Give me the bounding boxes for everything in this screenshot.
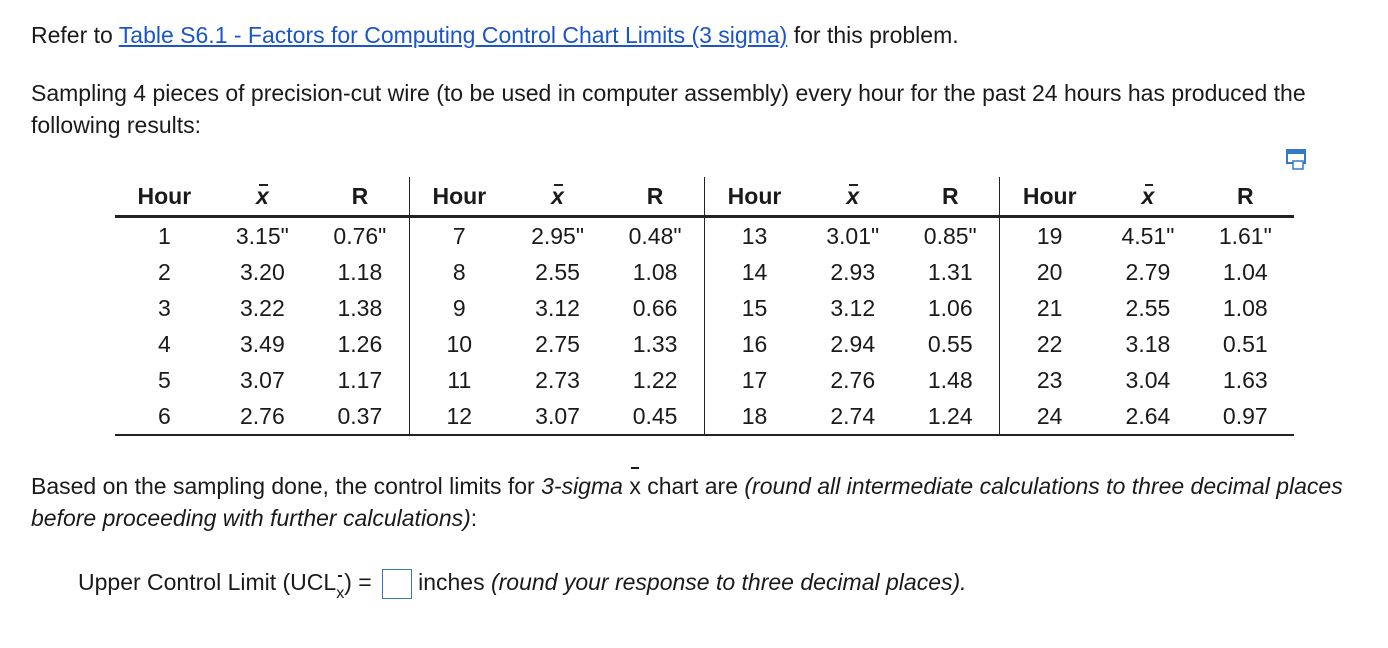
range-cell: 0.45: [606, 398, 704, 435]
range-cell: 0.51: [1222, 330, 1268, 357]
header-r-label: R: [1236, 182, 1254, 209]
header-r: [311, 177, 409, 217]
xbar-cell: 3.18: [1125, 330, 1171, 357]
xbar-cell: 3.20: [239, 258, 285, 285]
hour-cell: 8: [409, 254, 509, 290]
ucl-subscript: x: [336, 578, 344, 610]
ucl-close: ) =: [344, 569, 372, 595]
header-r: [1197, 177, 1294, 217]
xbar-cell: 2.76: [214, 398, 311, 435]
hour-cell: 17: [704, 362, 804, 398]
hour-cell: 4: [157, 330, 171, 357]
header-hour-label: Hour: [727, 182, 782, 209]
header-hour: [115, 177, 214, 217]
hour-cell: 10: [409, 326, 509, 362]
hour-cell: 2: [157, 258, 171, 285]
xbar-cell: 2.73: [535, 366, 580, 393]
xbar-cell: 2.64: [1099, 398, 1196, 435]
range-cell: 0.48": [628, 222, 682, 249]
hour-cell: 11: [409, 362, 509, 398]
hour-cell: 3: [157, 294, 171, 321]
hour-cell: 13: [704, 217, 804, 255]
table-row: [115, 217, 1294, 255]
range-cell: 1.26: [337, 330, 383, 357]
hour-cell: 1: [157, 222, 171, 249]
header-hour-label: Hour: [1022, 182, 1077, 209]
table-row: [115, 290, 1294, 326]
xbar-cell: 2.76: [830, 366, 876, 393]
range-cell: 1.63: [1222, 366, 1268, 393]
xbar-cell: 3.22: [239, 294, 285, 321]
table-row: [115, 398, 1294, 435]
x-bar-symbol: x: [629, 470, 641, 502]
header-r: [606, 177, 704, 217]
range-cell: 1.22: [632, 366, 678, 393]
hour-cell: 22: [1000, 326, 1100, 362]
ucl-line: [78, 566, 967, 602]
header-hour: [1000, 177, 1100, 217]
range-cell: 1.06: [927, 294, 973, 321]
header-r-label: R: [941, 182, 959, 209]
header-xbar-label: x: [255, 182, 269, 209]
range-cell: 1.33: [632, 330, 678, 357]
range-cell: 0.55: [927, 330, 973, 357]
range-cell: 1.08: [632, 258, 678, 285]
header-r: [901, 177, 999, 217]
intro-line: [31, 19, 959, 51]
header-hour-label: Hour: [137, 182, 192, 209]
xbar-cell: 3.07: [239, 366, 285, 393]
range-cell: 1.17: [337, 366, 383, 393]
xbar-cell: 2.79: [1125, 258, 1171, 285]
header-r-label: R: [646, 182, 664, 209]
question-end: :: [470, 505, 478, 531]
table-s6-1-link[interactable]: Table S6.1 - Factors for Computing Control Chart Limits (3 sigma): [118, 22, 788, 48]
xbar-cell: 2.55: [535, 258, 580, 285]
xbar-cell: 3.04: [1125, 366, 1171, 393]
problem-statement: Sampling 4 pieces of precision-cut wire (to be used in computer assembly) every hour for the past 24 hours has produced the following results:: [31, 80, 1306, 138]
question-part1: Based on the sampling done, the control limits for: [31, 473, 542, 499]
hour-cell: 9: [409, 290, 509, 326]
xbar-cell: 2.74: [804, 398, 901, 435]
range-cell: 0.66: [632, 294, 678, 321]
hour-cell: 16: [704, 326, 804, 362]
range-cell: 1.18: [337, 258, 383, 285]
hour-cell: 21: [1000, 290, 1100, 326]
hour-cell: 7: [409, 217, 509, 255]
header-xbar-label: x: [1141, 182, 1155, 209]
header-hour-label: Hour: [432, 182, 487, 209]
ucl-unit: inches: [418, 569, 491, 595]
question-instruction: (round all intermediate calculations to three decimal places before proceeding with further calculations): [31, 473, 1343, 531]
question-text: [31, 470, 1361, 534]
table-row: [115, 326, 1294, 362]
data-table: [115, 177, 1294, 436]
range-cell: 1.24: [901, 398, 999, 435]
intro-suffix: for this problem.: [787, 22, 959, 48]
intro-prefix: Refer to: [31, 22, 119, 48]
xbar-cell: 3.15": [235, 222, 289, 249]
header-xbar: [1099, 177, 1196, 217]
xbar-cell: 2.75: [535, 330, 580, 357]
range-cell: 0.76": [333, 222, 387, 249]
xbar-cell: 3.12: [830, 294, 876, 321]
hour-cell: 6: [115, 398, 214, 435]
xbar-cell: 2.94: [830, 330, 876, 357]
range-cell: 1.48: [927, 366, 973, 393]
hour-cell: 20: [1000, 254, 1100, 290]
header-xbar: [509, 177, 606, 217]
xbar-cell: 3.01": [826, 222, 880, 249]
xbar-cell: 3.07: [509, 398, 606, 435]
header-xbar: [804, 177, 901, 217]
hour-cell: 18: [704, 398, 804, 435]
question-part2: chart are: [640, 473, 745, 499]
xbar-cell: 2.93: [830, 258, 876, 285]
range-cell: 1.61": [1218, 222, 1272, 249]
table-header-row: [115, 177, 1294, 217]
range-cell: 1.08: [1222, 294, 1268, 321]
header-hour: [704, 177, 804, 217]
hour-cell: 23: [1000, 362, 1100, 398]
range-cell: 0.97: [1197, 398, 1294, 435]
hour-cell: 19: [1000, 217, 1100, 255]
ucl-answer-input[interactable]: [382, 569, 412, 599]
header-hour: [409, 177, 509, 217]
header-xbar-label: x: [846, 182, 860, 209]
header-xbar: [214, 177, 311, 217]
question-sigma: 3-sigma: [541, 473, 623, 499]
header-xbar-label: x: [551, 182, 564, 209]
hour-cell: 15: [704, 290, 804, 326]
range-cell: 1.04: [1222, 258, 1268, 285]
xbar-cell: 2.55: [1125, 294, 1171, 321]
range-cell: 0.85": [923, 222, 977, 249]
hour-cell: 12: [409, 398, 509, 435]
ucl-label: Upper Control Limit (UCL: [78, 569, 337, 595]
popout-icon[interactable]: [1285, 147, 1309, 171]
hour-cell: 14: [704, 254, 804, 290]
table-row: [115, 362, 1294, 398]
xbar-cell: 3.49: [239, 330, 285, 357]
range-cell: 0.37: [311, 398, 409, 435]
hour-cell: 5: [157, 366, 171, 393]
xbar-cell: 2.95": [531, 222, 584, 249]
range-cell: 1.38: [337, 294, 383, 321]
header-r-label: R: [351, 182, 369, 209]
xbar-cell: 3.12: [535, 294, 580, 321]
hour-cell: 24: [1000, 398, 1100, 435]
ucl-hint: (round your response to three decimal places).: [490, 569, 967, 595]
xbar-cell: 4.51": [1121, 222, 1175, 249]
range-cell: 1.31: [927, 258, 973, 285]
table-row: [115, 254, 1294, 290]
